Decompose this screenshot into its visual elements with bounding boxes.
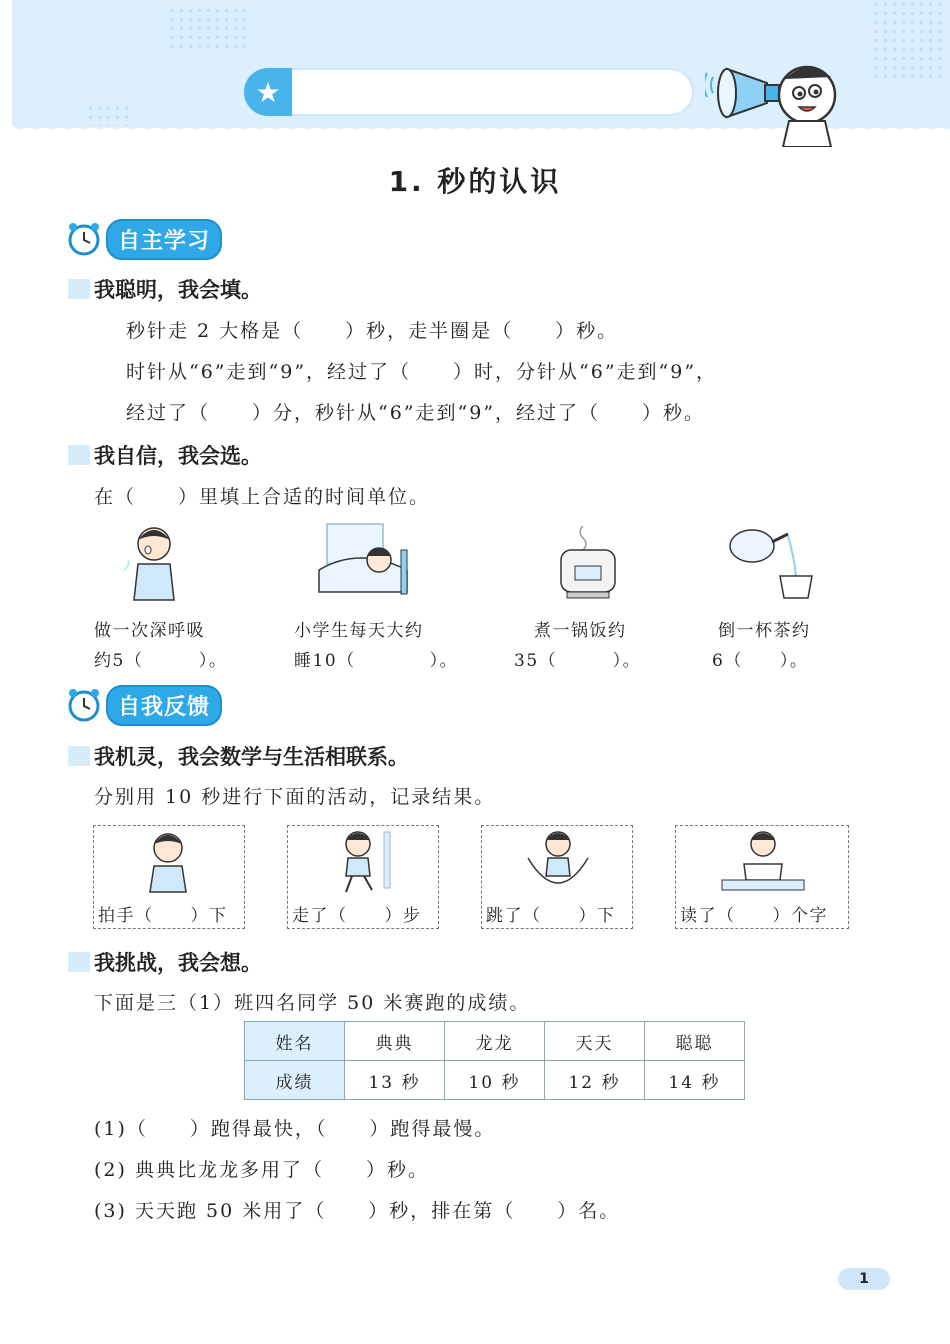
section-label: 自我反馈 — [106, 685, 222, 726]
star-icon: ★ — [244, 68, 292, 116]
table-cell: 12 秒 — [545, 1061, 645, 1100]
q4-instruction: 下面是三（1）班四名同学 50 米赛跑的成绩。 — [94, 992, 531, 1014]
heading-marker — [68, 746, 90, 766]
activity-box-jump — [481, 825, 633, 929]
alarm-clock-icon — [66, 221, 102, 257]
q1-line3: 经过了（ ）分，秒针从“6”走到“9”，经过了（ ）秒。 — [126, 402, 706, 424]
q1-line1: 秒针走 2 大格是（ ）秒，走半圈是（ ）秒。 — [126, 320, 619, 342]
boy-clapping-illustration — [140, 828, 196, 894]
q4-heading — [68, 947, 262, 977]
decor-dots — [168, 6, 246, 54]
q2-item1-title: 做一次深呼吸 — [94, 621, 205, 641]
q3-heading-text: 我机灵，我会数学与生活相联系。 — [94, 745, 409, 769]
table-row — [245, 1022, 745, 1061]
q1-heading-text: 我聪明，我会填。 — [94, 278, 262, 302]
activity-label-read: 读了（ ）个字 — [680, 906, 828, 926]
q2-item2-blank: 睡10（ ）。 — [294, 651, 459, 671]
section-self-study — [66, 220, 222, 258]
mascot-megaphone-icon — [705, 55, 845, 147]
q1-heading — [68, 274, 262, 304]
q2-heading — [68, 440, 262, 470]
boy-walking-illustration — [328, 828, 398, 898]
q4-sub1: (1)（ ）跑得最快，（ ）跑得最慢。 — [94, 1118, 496, 1140]
q4-sub2: (2) 典典比龙龙多用了（ ）秒。 — [94, 1159, 429, 1181]
q2-heading-text: 我自信，我会选。 — [94, 444, 262, 468]
heading-marker — [68, 445, 90, 465]
table-cell: 典典 — [345, 1022, 445, 1061]
section-label: 自主学习 — [106, 219, 222, 260]
boy-jumping-rope-illustration — [522, 828, 594, 896]
q2-item3-title: 煮一锅饭约 — [534, 621, 627, 641]
activity-label-jump: 跳了（ ）下 — [486, 906, 616, 926]
activity-box-clap — [93, 825, 245, 929]
table-cell: 10 秒 — [445, 1061, 545, 1100]
decor-dots — [86, 104, 130, 126]
boy-reading-illustration — [720, 828, 806, 894]
q2-item3-blank: 35（ ）。 — [514, 651, 642, 671]
table-cell: 成绩 — [245, 1061, 345, 1100]
q1-line2: 时针从“6”走到“9”，经过了（ ）时，分针从“6”走到“9”， — [126, 361, 718, 383]
activity-box-read — [675, 825, 849, 929]
activity-box-walk — [287, 825, 439, 929]
q3-heading — [68, 741, 409, 771]
table-cell: 13 秒 — [345, 1061, 445, 1100]
teapot-pouring-illustration — [722, 520, 822, 604]
q2-item4-title: 倒一杯茶约 — [718, 621, 811, 641]
q2-instruction: 在（ ）里填上合适的时间单位。 — [94, 486, 431, 508]
q2-item1-blank: 约5（ ）。 — [94, 651, 228, 671]
child-sleeping-illustration — [315, 520, 411, 600]
q2-item4-blank: 6（ ）。 — [712, 651, 809, 671]
table-cell: 天天 — [545, 1022, 645, 1061]
activity-label-walk: 走了（ ）步 — [292, 906, 422, 926]
decor-dots — [872, 0, 942, 80]
q3-instruction: 分别用 10 秒进行下面的活动，记录结果。 — [94, 786, 496, 808]
lesson-title: 1. 秒的认识 — [388, 165, 562, 198]
page-number: 1 — [838, 1268, 890, 1290]
table-cell: 14 秒 — [645, 1061, 745, 1100]
alarm-clock-icon — [66, 687, 102, 723]
section-self-feedback — [66, 686, 222, 724]
q4-sub3: (3) 天天跑 50 米用了（ ）秒，排在第（ ）名。 — [94, 1200, 621, 1222]
table-row — [245, 1061, 745, 1100]
table-cell: 姓名 — [245, 1022, 345, 1061]
score-table — [244, 1021, 745, 1100]
table-cell: 聪聪 — [645, 1022, 745, 1061]
q2-item2-title: 小学生每天大约 — [294, 621, 424, 641]
rice-cooker-illustration — [553, 522, 623, 600]
activity-label-clap: 拍手（ ）下 — [98, 906, 228, 926]
heading-marker — [68, 279, 90, 299]
table-cell: 龙龙 — [445, 1022, 545, 1061]
q4-heading-text: 我挑战，我会想。 — [94, 951, 262, 975]
boy-breathing-illustration — [118, 520, 188, 602]
title-bar — [244, 68, 694, 116]
heading-marker — [68, 952, 90, 972]
